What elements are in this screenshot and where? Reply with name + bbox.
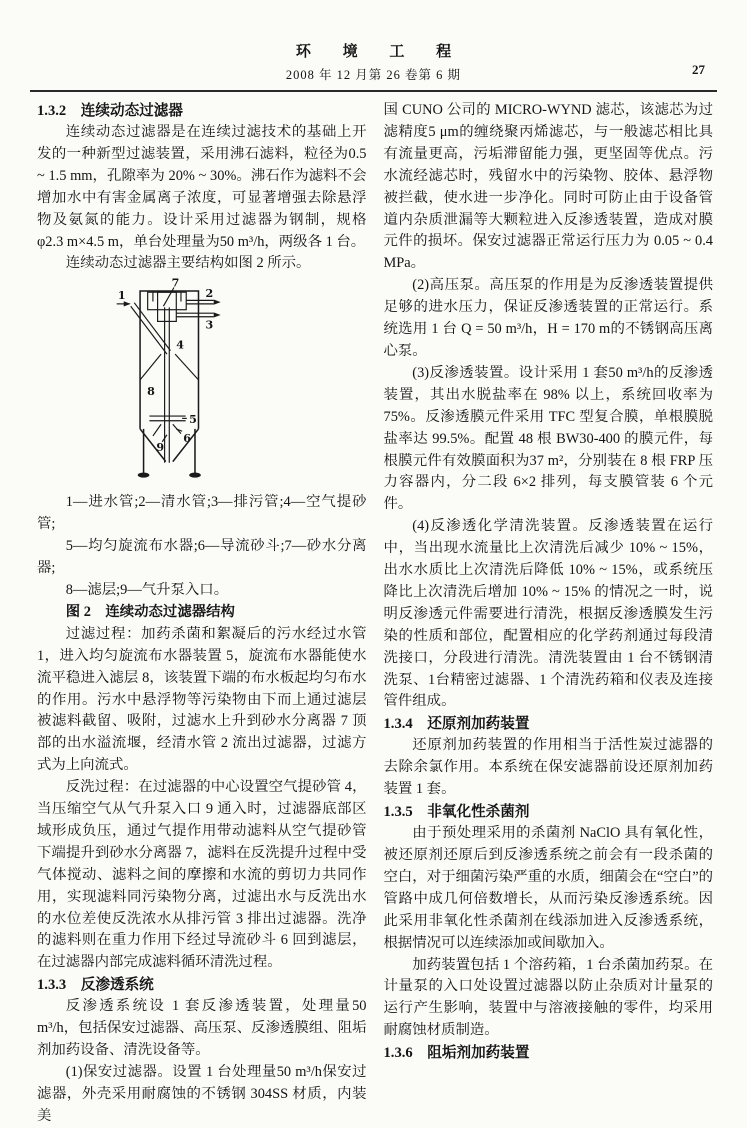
paragraph: 反洗过程：在过滤器的中心设置空气提砂管 4，当压缩空气从气升泵入口 9 通入时，过滤器底部区域形成负压，通过气提作用带动滤料从空气提砂管下端提升到砂水分离器 7，滤料在反洗提升过程中受气体搅动、滤料之间的摩擦和水流的剪切力共同作用，实现滤料同污染物分离，过滤出水与反洗出水的水位差使反洗浓水从排污管 3 排出过滤器。洗净的滤料则在重力作用下经过导流砂斗 6 回到滤层，在过滤器内部完成滤料循环清洗过程。 (37, 779, 367, 971)
figure-caption-line: 5—均匀旋流布水器;6—导流砂斗;7—砂水分离器; (37, 538, 367, 577)
page-header (30, 40, 717, 83)
paragraph: 反渗透系统设 1 套反渗透装置，处理量50 m³/h，包括保安过滤器、高压泵、反渗透膜组、阻垢剂加药设备、清洗设备等。 (37, 998, 367, 1059)
paragraph: 由于预处理采用的杀菌剂 NaClO 具有氧化性，被还原剂还原后到反渗透系统之前会有一段杀菌的空白，对于细菌污染严重的水质，细菌会在“空白”的管路中成几何倍数增长，从而污染反渗透系统。因此采用非氧化性杀菌剂在线添加进入反渗透系统，根据情况可以连续添加或间歇加入。 (383, 825, 713, 951)
svg-text:3: 3 (205, 318, 213, 332)
figure-2-diagram (37, 277, 367, 490)
svg-text:2: 2 (205, 287, 213, 301)
paragraph-continuation: 国 CUNO 公司的 MICRO-WYND 滤芯，该滤芯为过滤精度5 μm的缠绕聚丙烯滤芯，与一般滤芯相比具有流量更高，污垢滞留能力强，更坚固等优点。污水流经滤芯时，残留水中的污染物、胶体、悬浮物被拦截，使水进一步净化。同时可防止由于设备管道内杂质泄漏等大颗粒进入反渗透装置，造成对膜元件的损坏。保安过滤器正常运行压力为 0.05 ~ 0.4 MPa。 (383, 102, 713, 272)
two-column-body (37, 100, 713, 1128)
filter-schematic-drawing (113, 277, 291, 485)
outlet3-arrow-icon (213, 313, 220, 318)
paragraph: (4)反渗透化学清洗装置。反渗透装置在运行中，当出现水流量比上次清洗后减少 10% ~ 15%，出水水质比上次清洗后降低 10% ~ 15%，或系统压降比上次清洗后增加 10% ~ 15% 的情况之一时，说明反渗透元件需要进行清洗，根据反渗透膜发生污染的性质和部位，配置相应的化学药剂通过每段清洗接口，分段进行清洗。清洗装置由 1 台不锈钢清洗泵、1台精密过滤器、1 个清洗药箱和仪表及连接管件组成。 (383, 518, 713, 710)
svg-text:5: 5 (188, 413, 197, 427)
journal-title: 环 境 工 程 (295, 44, 466, 60)
outlet2-arrow-icon (213, 300, 220, 305)
paragraph: 连续动态过滤器主要结构如图 2 所示。 (65, 255, 311, 272)
section-heading-132: 1.3.2 连续动态过滤器 (37, 103, 183, 119)
page-number: 27 (692, 62, 705, 77)
right-column (384, 100, 714, 1128)
figure-caption-line: 1—进水管;2—清水管;3—排污管;4—空气提砂管; (37, 494, 367, 533)
section-heading-133: 1.3.3 反渗透系统 (37, 977, 154, 994)
svg-text:7: 7 (171, 277, 180, 290)
svg-text:9: 9 (156, 441, 164, 455)
section-heading-135: 1.3.5 非氧化性杀菌剂 (383, 804, 530, 821)
paragraph: (1)保安过滤器。设置 1 台处理量50 m³/h保安过滤器，外壳采用耐腐蚀的不锈钢 304SS 材质，内装美 (37, 1064, 367, 1124)
svg-text:1: 1 (117, 289, 126, 303)
svg-text:8: 8 (146, 385, 155, 399)
issue-line: 2008 年 12 月第 26 卷第 6 期 (285, 68, 462, 82)
paragraph: 过滤过程：加药杀菌和絮凝后的污水经过水管 1，进入均匀旋流布水器装置 5，旋流布水器能使水流平稳进入滤层 8，该装置下端的布水板起均匀布水的作用。污水中悬浮物等污染物由下而上通过滤层被滤料截留、吸附，过滤水上升到砂水分离器 7 顶部的出水溢流堰，经清水管 2 流出过滤器，过滤方式为上向流式。 (37, 625, 367, 774)
section-heading-134: 1.3.4 还原剂加药装置 (383, 716, 530, 733)
svg-text:4: 4 (176, 338, 184, 352)
paragraph: 还原剂加药装置的作用相当于活性炭过滤器的去除余氯作用。本系统在保安滤器前设还原剂加药装置 1 套。 (383, 737, 713, 798)
figure-caption-line: 8—滤层;9—气升泵入口。 (65, 581, 229, 598)
paragraph: 连续动态过滤器是在连续过滤技术的基础上开发的一种新型过滤装置，采用沸石滤料，粒径为0.5 ~ 1.5 mm，孔隙率为 20% ~ 30%。沸石作为滤料不会增加水中有害金属离子浓度，可显著增强去除悬浮物及氨氮的能力。设计采用过滤器为钢制，规格 φ2.3 m×4.5 m，单台处理量为50 m³/h，两级各 1 台。 (37, 124, 367, 250)
left-column (37, 100, 367, 1128)
paragraph: 加药装置包括 1 个溶药箱，1 台杀菌加药泵。在计量泵的入口处设置过滤器以防止杂质对计量泵的运行产生影响，装置中与溶液接触的零件，均采用耐腐蚀材质制造。 (383, 956, 713, 1039)
section-heading-136: 1.3.6 阻垢剂加药装置 (383, 1045, 530, 1062)
header-rule (30, 90, 717, 92)
paragraph: (3)反渗透装置。设计采用 1 套50 m³/h的反渗透装置，其出水脱盐率在 98% 以上，系统回收率为75%。反渗透膜元件采用 TFC 型复合膜，单根膜脱盐率达 99.5%。配置 48 根 BW30-400 的膜元件，每根膜元件有效膜面积为37 m²，分别装在 8 根 FRP 压力容器内，分二段 6×2 排列，每支膜管装 6 个元件。 (383, 364, 713, 513)
figure-title: 图 2 连续动态过滤器结构 (65, 603, 235, 620)
paragraph: (2)高压泵。高压泵的作用是为反渗透装置提供足够的进水压力，保证反渗透装置的正常运行。系统选用 1 台 Q = 50 m³/h，H = 170 m的不锈钢高压离心泵。 (383, 277, 713, 359)
svg-text:6: 6 (183, 432, 191, 446)
